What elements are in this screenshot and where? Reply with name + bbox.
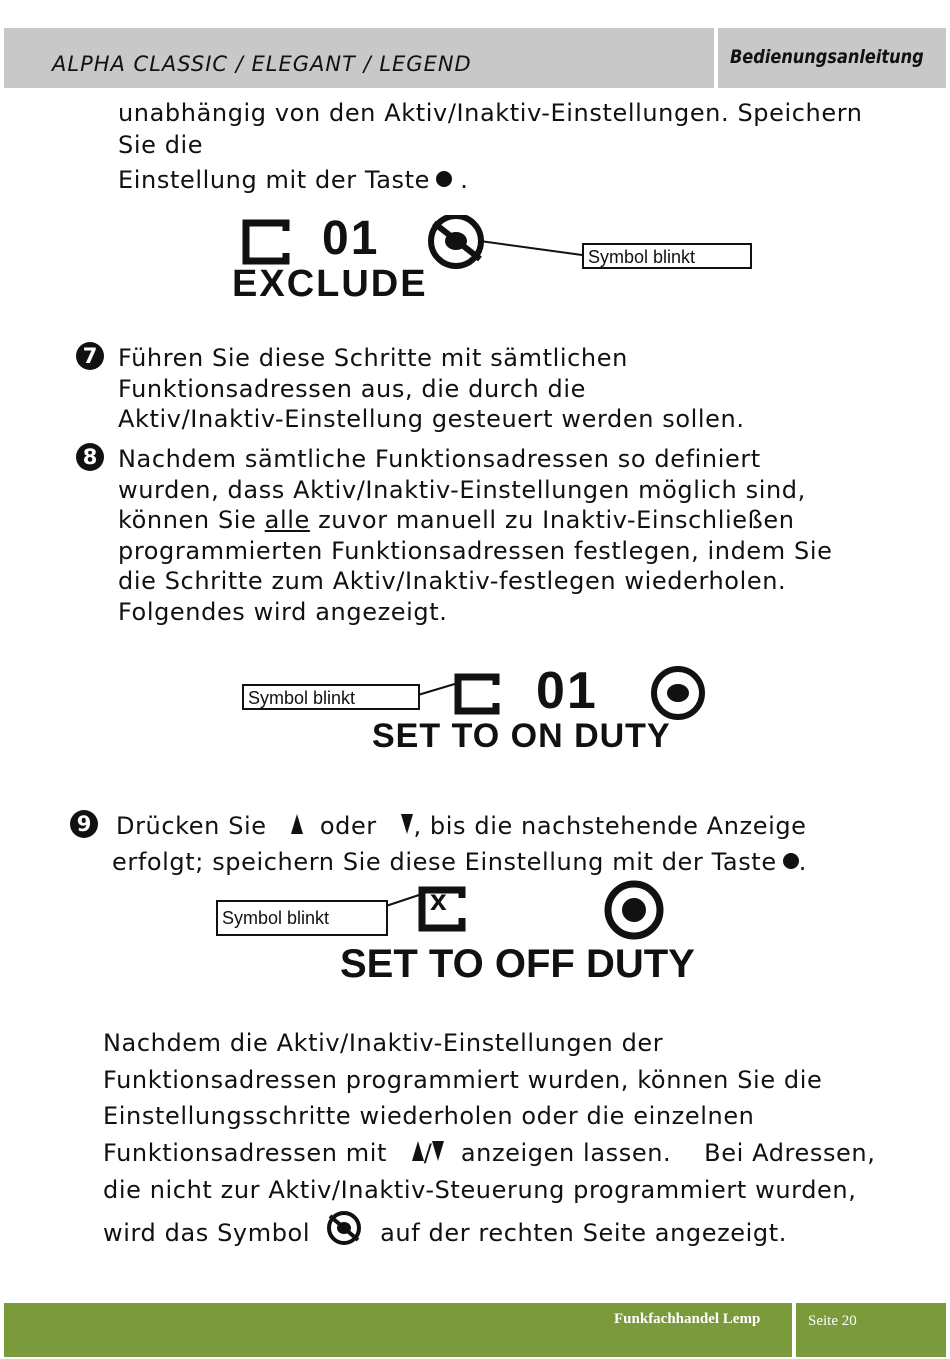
step-8-line: programmierten Funktionsadressen festlegen, indem Sie	[118, 536, 833, 565]
step-8-line: die Schritte zum Aktiv/Inaktiv-festlegen wiederholen.	[118, 567, 787, 595]
closing-line-4: Funktionsadressen mit / anzeigen lassen. Bei Adressen,	[103, 1139, 876, 1167]
step-8-line: Nachdem sämtliche Funktionsadressen so definiert	[118, 445, 761, 473]
step-9-line-1: Drücken Sie oder , bis die nachstehende Anzeige	[116, 812, 807, 840]
step-number-badge: 8	[76, 443, 104, 471]
step-8-line: wurden, dass Aktiv/Inaktiv-Einstellungen möglich sind,	[118, 475, 806, 504]
display-label: SET TO ON DUTY	[372, 717, 671, 755]
document-title: ALPHA CLASSIC / ELEGANT / LEGEND	[52, 52, 472, 76]
display-code: 01	[322, 212, 380, 265]
step-8-line: können Sie alle zuvor manuell zu Inaktiv-Einschließen	[118, 506, 795, 534]
callout-leader-line	[418, 683, 458, 695]
down-arrow-icon	[401, 814, 413, 834]
emphasis-alle: alle	[264, 506, 310, 534]
closing-line-2: Funktionsadressen programmiert wurden, können Sie die	[103, 1066, 823, 1094]
step-number-badge: 9	[70, 810, 98, 838]
closing-line-1: Nachdem die Aktiv/Inaktiv-Einstellungen der	[103, 1029, 664, 1057]
footer-bar-right	[796, 1303, 946, 1357]
display-mark-x: x	[430, 884, 447, 917]
footer-page-number: Seite 20	[808, 1313, 857, 1329]
step-7-line: Funktionsadressen aus, die durch die	[118, 374, 587, 403]
display-label: EXCLUDE	[232, 263, 428, 305]
closing-line-5: die nicht zur Aktiv/Inaktiv-Steuerung programmiert wurden,	[103, 1176, 857, 1204]
channel-bracket-icon	[246, 223, 290, 261]
active-symbol-icon	[654, 669, 702, 717]
display-off-duty	[214, 880, 754, 990]
closing-line-6: wird das Symbol auf der rechten Seite angezeigt.	[103, 1219, 788, 1247]
callout-leader-line	[386, 894, 422, 906]
step-8-text	[118, 444, 832, 627]
step-7-line: Aktiv/Inaktiv-Einstellung gesteuert werden sollen.	[118, 405, 745, 433]
step-7-text	[118, 343, 745, 435]
display-code: 01	[536, 662, 598, 720]
intro-line-1: unabhängig von den Aktiv/Inaktiv-Einstellungen. Speichern	[118, 99, 863, 127]
exclude-symbol-icon	[431, 216, 481, 266]
step-9-line-2: erfolgt; speichern Sie diese Einstellung mit der Taste .	[112, 848, 807, 876]
display-on-duty	[240, 662, 780, 765]
step-number-badge: 7	[76, 342, 104, 370]
channel-bracket-icon	[458, 677, 500, 711]
callout-symbol-blinkt: Symbol blinkt	[242, 684, 420, 710]
store-button-dot-icon	[436, 171, 452, 187]
active-symbol-icon	[608, 884, 660, 936]
callout-symbol-blinkt: Symbol blinkt	[582, 243, 752, 269]
down-arrow-icon	[432, 1141, 444, 1161]
document-subtitle: Bedienungsanleitung	[730, 46, 924, 68]
step-7-line: Führen Sie diese Schritte mit sämtlichen	[118, 344, 628, 372]
up-arrow-icon	[412, 1141, 424, 1161]
closing-line-3: Einstellungsschritte wiederholen oder die einzelnen	[103, 1102, 755, 1130]
display-label: SET TO OFF DUTY	[340, 942, 695, 986]
callout-leader-line	[480, 241, 582, 255]
store-button-dot-icon	[783, 853, 799, 869]
step-8-line: Folgendes wird angezeigt.	[118, 597, 448, 626]
up-arrow-icon	[291, 814, 303, 834]
exclude-symbol-icon	[324, 1208, 364, 1248]
footer-company: Funkfachhandel Lemp	[614, 1311, 761, 1327]
intro-line-3: Einstellung mit der Taste .	[118, 166, 469, 194]
display-exclude	[230, 212, 760, 310]
callout-symbol-blinkt: Symbol blinkt	[216, 900, 388, 936]
intro-line-2: Sie die	[118, 131, 204, 159]
